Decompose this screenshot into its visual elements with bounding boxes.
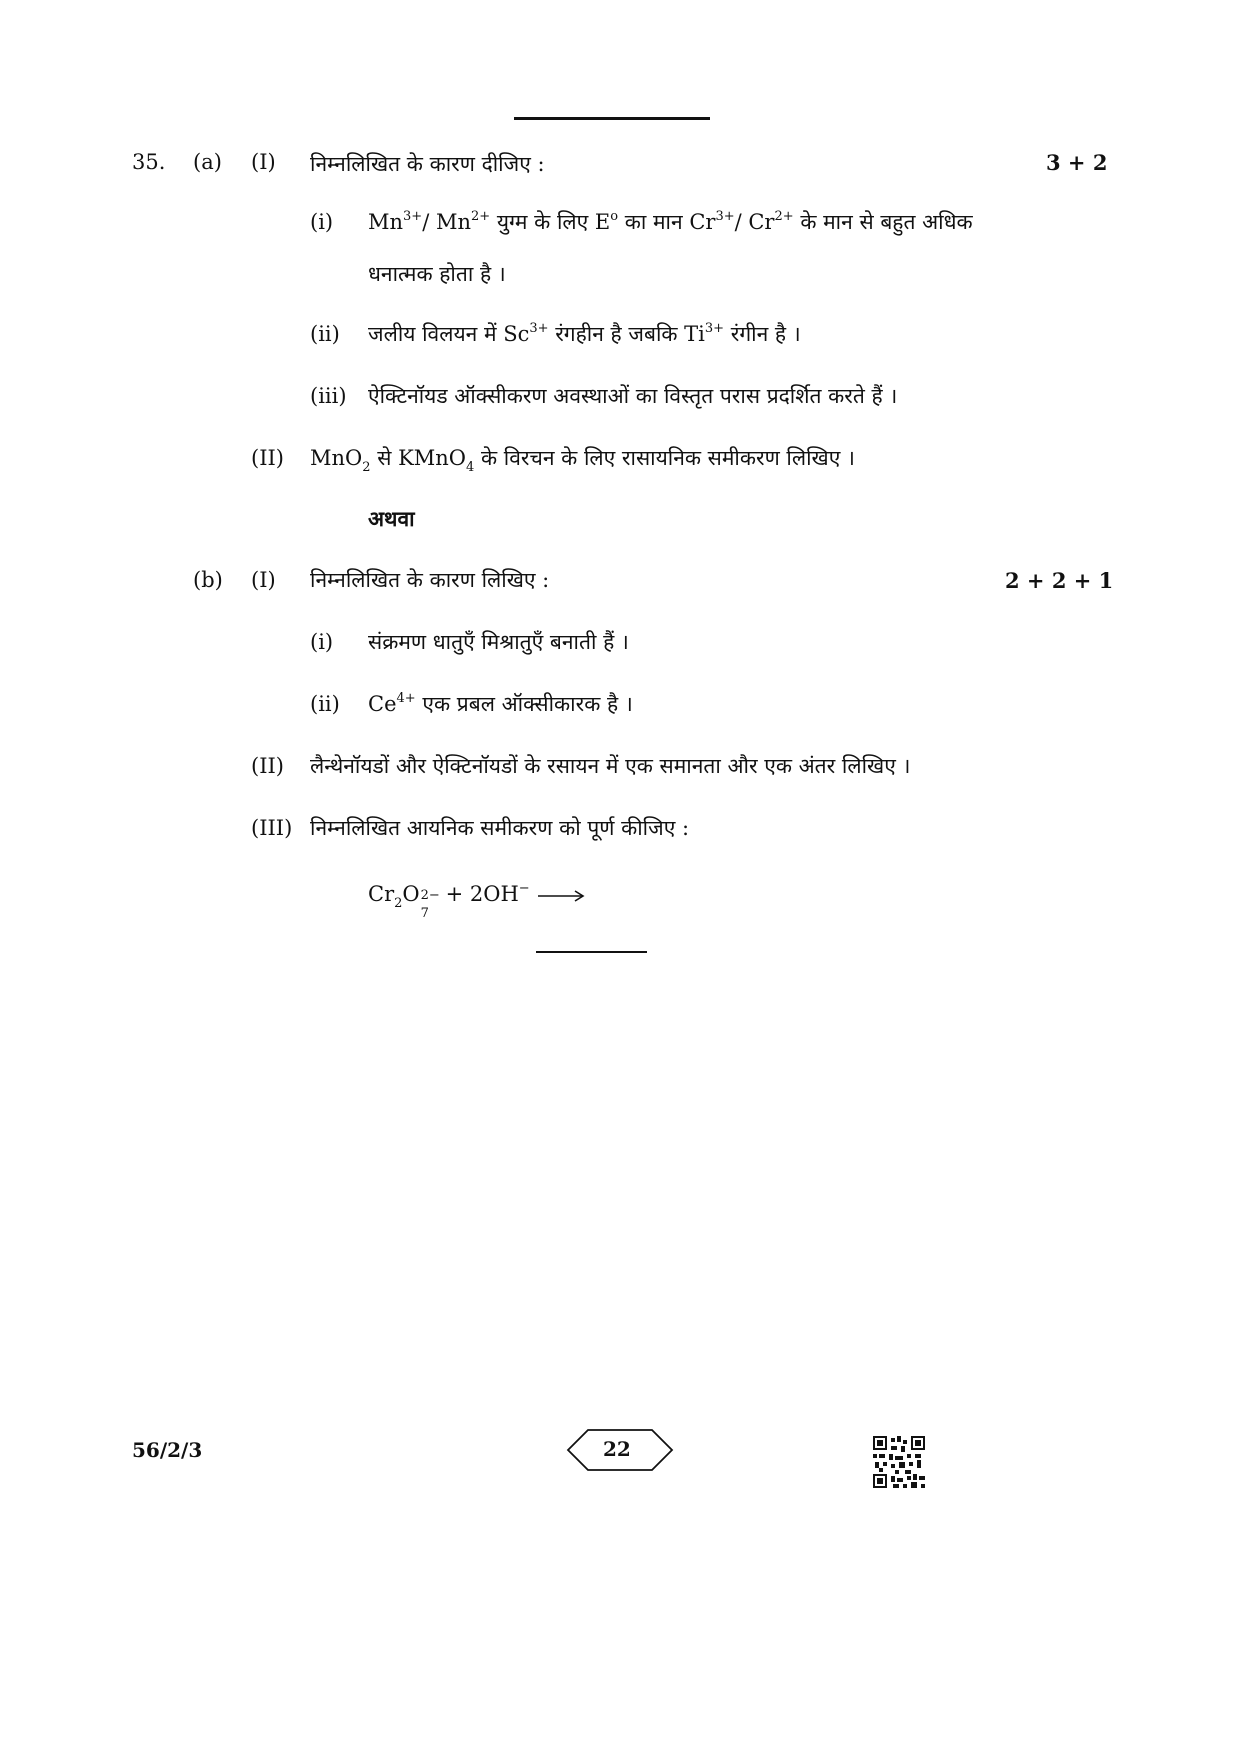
- bii-rest: एक प्रबल ऑक्सीकारक है ।: [415, 692, 633, 716]
- ii-c: रंगीन है ।: [724, 322, 801, 346]
- page-number: 22: [603, 1437, 631, 1461]
- sub-ii-label: (ii): [310, 322, 340, 346]
- eq-o-sup: 2−: [420, 887, 440, 903]
- ce: Ce: [368, 692, 397, 716]
- sub-iii-label: (iii): [310, 384, 347, 408]
- ii-b: रंगहीन है जबकि Ti: [548, 322, 705, 346]
- cr3-sup: 3+: [715, 209, 735, 224]
- part-b-II-text: लैन्थेनॉयडों और ऐक्टिनॉयडों के रसायन में एक समानता और एक अंतर लिखिए ।: [310, 754, 911, 778]
- qr-code-icon: [873, 1436, 925, 1488]
- sep2: / Cr: [734, 210, 775, 234]
- ionic-equation: [368, 872, 586, 921]
- part-b-III-label: (III): [251, 816, 293, 840]
- part-a-label: (a): [193, 150, 222, 174]
- reaction-arrow-icon: [536, 889, 586, 903]
- part-a-I-text: निम्नलिखित के कारण दीजिए :: [310, 152, 545, 176]
- marks-b: 2 + 2 + 1: [1005, 568, 1114, 593]
- eq-cr-sub: 2: [394, 896, 403, 911]
- II-rest: के विरचन के लिए रासायनिक समीकरण लिखिए ।: [474, 446, 855, 470]
- b-sub-i-text: संक्रमण धातुएँ मिश्रातुएँ बनाती हैं ।: [368, 630, 629, 654]
- b-sub-ii-label: (ii): [310, 692, 340, 716]
- part-b-I-label: (I): [251, 568, 276, 592]
- eq-cr: Cr: [368, 882, 395, 906]
- ti-sup: 3+: [704, 321, 725, 336]
- or-text: अथवा: [368, 506, 415, 531]
- mn-text: Mn: [368, 210, 404, 234]
- mno2: MnO: [310, 446, 363, 470]
- part-b-II-label: (II): [251, 754, 284, 778]
- mn3-sup: 3+: [403, 209, 423, 224]
- sub-i-line2: धनात्मक होता है ।: [368, 262, 506, 286]
- sub-i-label: (i): [310, 210, 334, 234]
- question-number: 35.: [132, 150, 166, 174]
- sub-iii-text: ऐक्टिनॉयड ऑक्सीकरण अवस्थाओं का विस्तृत परास प्रदर्शित करते हैं ।: [368, 384, 898, 408]
- mid2-text: का मान Cr: [618, 210, 716, 234]
- sub-ii-text: [368, 320, 801, 348]
- eq-rest: + 2OH: [445, 882, 519, 906]
- eq-o-supsub: [420, 879, 442, 921]
- part-b-I-text: निम्नलिखित के कारण लिखिए :: [310, 568, 550, 592]
- part-a-II-label: (II): [251, 446, 284, 470]
- sc-sup: 3+: [529, 321, 549, 336]
- mno2-sub: 2: [362, 460, 371, 475]
- part-a-I-label: (I): [251, 150, 276, 174]
- sep1: / Mn: [422, 210, 471, 234]
- eq-oh-sup: −: [518, 881, 530, 896]
- kmno4-sub: 4: [466, 460, 475, 475]
- mid-text: युग्म के लिए E: [490, 210, 611, 234]
- paper-code: 56/2/3: [132, 1438, 203, 1462]
- eq-o: O: [402, 882, 420, 906]
- sub-i-line1: [368, 208, 973, 236]
- eo-sup: o: [610, 209, 619, 224]
- ce-sup: 4+: [396, 691, 416, 706]
- eq-o-sub: 7: [420, 905, 429, 921]
- kmno4: से KMnO: [370, 446, 467, 470]
- ii-a: जलीय विलयन में Sc: [368, 322, 530, 346]
- marks-a: 3 + 2: [1046, 150, 1108, 175]
- part-b-label: (b): [193, 568, 223, 592]
- mn2-sup: 2+: [470, 209, 491, 224]
- part-a-II-text: [310, 444, 855, 475]
- top-rule: [514, 117, 710, 120]
- b-sub-ii-text: [368, 690, 633, 718]
- end-text: के मान से बहुत अधिक: [793, 210, 973, 234]
- end-rule: [536, 951, 647, 953]
- part-b-III-text: निम्नलिखित आयनिक समीकरण को पूर्ण कीजिए :: [310, 816, 690, 840]
- cr2-sup: 2+: [774, 209, 794, 224]
- b-sub-i-label: (i): [310, 630, 334, 654]
